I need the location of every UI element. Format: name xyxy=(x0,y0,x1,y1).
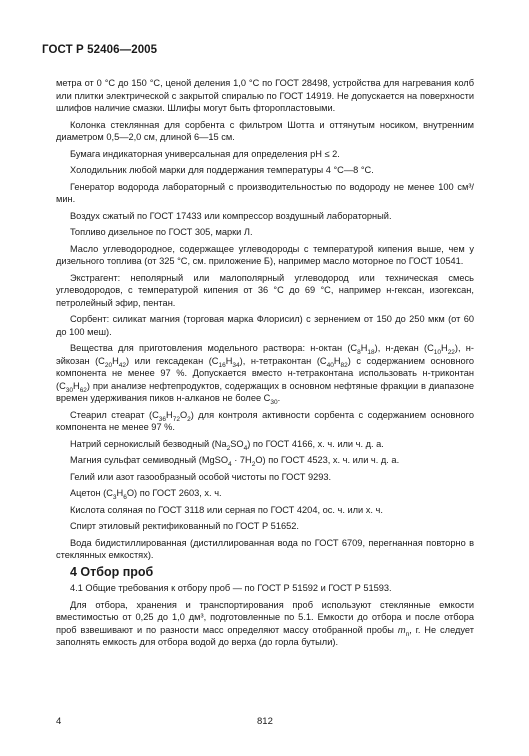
paragraph-column: Колонка стеклянная для сорбента с фильтром Шотта и оттянутым носиком, внутренним диаметром 0,5—2,0 см, длиной 6—15 см. xyxy=(56,119,474,142)
paragraph-model-solution: Вещества для приготовления модельного раствора: н-октан $(С_8Н_{18})$, н-декан $(С_{10}Н_{22})$, н-эйкозан $(С_{20}Н_{42})$ или гексадекан $(С_{16}Н_{34})$, н-тетраконтан $(С_{40}Н_{82})$ с содержанием основного компонента не менее 97 %. Допускается вместо н-тетраконтана использовать н-триконтан $(С_{30}Н_{62})$ при анализе нефтепродуктов, содержащих в основном нефтяные фракции в диапазоне времен удерживания пиков н-алканов не более $С_{30}$. xyxy=(56,343,475,406)
paragraph-diesel-fuel: Топливо дизельное по ГОСТ 305, марки Л. xyxy=(70,227,253,237)
paragraph-stearyl-stearate: Стеарил стеарат $(С_{36}Н_{72}О_2)$ для контроля активности сорбента с содержанием основного компонента не менее 97 %. xyxy=(56,409,474,432)
paragraph-thermometer: метра от 0 °С до 150 °С, ценой деления 1,0 °С по ГОСТ 28498, устройства для нагревания колб или плитки электрической с закрытой спиралью по ГОСТ 14919. Не допускается на поверхности шлифов наличие смазки. Шлифы могут быть фторопластовыми. xyxy=(56,78,474,113)
document-body xyxy=(56,77,474,653)
paragraph-4-1: 4.1 Общие требования к отбору проб — по ГОСТ Р 51592 и ГОСТ Р 51593. xyxy=(70,583,392,593)
document-header: ГОСТ Р 52406—2005 xyxy=(42,44,158,56)
paragraph-water: Вода бидистиллированная (дистиллированная вода по ГОСТ 6709, перегнанная повторно в стеклянных емкостях). xyxy=(56,537,474,560)
paragraph-hydrocarbon-oil: Масло углеводородное, содержащее углеводороды с температурой кипения выше, чем у дизельного топлива (от 325 °С, см. приложение Б), например масло моторное по ГОСТ 10541. xyxy=(56,243,474,266)
paragraph-sorbent: Сорбент: силикат магния (торговая марка Флорисил) с зернением от 150 до 250 мкм (от 60 до 100 меш). xyxy=(56,314,474,337)
paragraph-acetone: Ацетон $(С_3Н_6О)$ по ГОСТ 2603, х. ч. xyxy=(70,488,222,501)
paragraph-sodium-sulfate: Натрий сернокислый безводный $(Na_2SO_4)$ по ГОСТ 4166, х. ч. или ч. д. а. xyxy=(70,438,384,452)
paragraph-extractant: Экстрагент: неполярный или малополярный углеводород или техническая смесь углеводородов, с температурой кипения от 36 °С до 69 °С, например н-гексан, изогексан, петролейный эфир, пентан. xyxy=(56,272,474,308)
paragraph-gas: Гелий или азот газообразный особой чистоты по ГОСТ 9293. xyxy=(70,471,332,482)
paragraph-hydrogen-generator: Генератор водорода лабораторный с производительностью по водороду не менее 100 см³/мин. xyxy=(56,181,474,204)
sheet-number: 812 xyxy=(257,716,273,727)
page-number: 4 xyxy=(56,716,62,727)
paragraph-indicator-paper: Бумага индикаторная универсальная для определения рН ≤ 2. xyxy=(70,148,340,159)
paragraph-sample-containers: Для отбора, хранения и транспортирования проб используют стеклянные емкости вместимостью от 0,25 до 1,0 дм³, подготовленные по 5.1. Емкости до отбора и после отбора проб взвешивают и по разности масс определяют массу отобранной пробы $m_п$, г. Не следует заполнять емкость для отбора водой до верха (до горла бутыли). xyxy=(56,599,474,647)
paragraph-magnesium-sulfate: Магния сульфат семиводный (MgSO$_4$ · $7Н_2О$) по ГОСТ 4523, х. ч. или ч. д. а. xyxy=(70,455,400,468)
section-title-sampling: 4 Отбор проб xyxy=(70,564,154,579)
paragraph-acids: Кислота соляная по ГОСТ 3118 или серная по ГОСТ 4204, ос. ч. или х. ч. xyxy=(70,504,383,515)
paragraph-alcohol: Спирт этиловый ректификованный по ГОСТ Р 51652. xyxy=(70,521,299,531)
paragraph-compressed-air: Воздух сжатый по ГОСТ 17433 или компрессор воздушный лабораторный. xyxy=(70,210,392,221)
paragraph-refrigerator: Холодильник любой марки для поддержания температуры 4 °С—8 °С. xyxy=(70,165,374,175)
